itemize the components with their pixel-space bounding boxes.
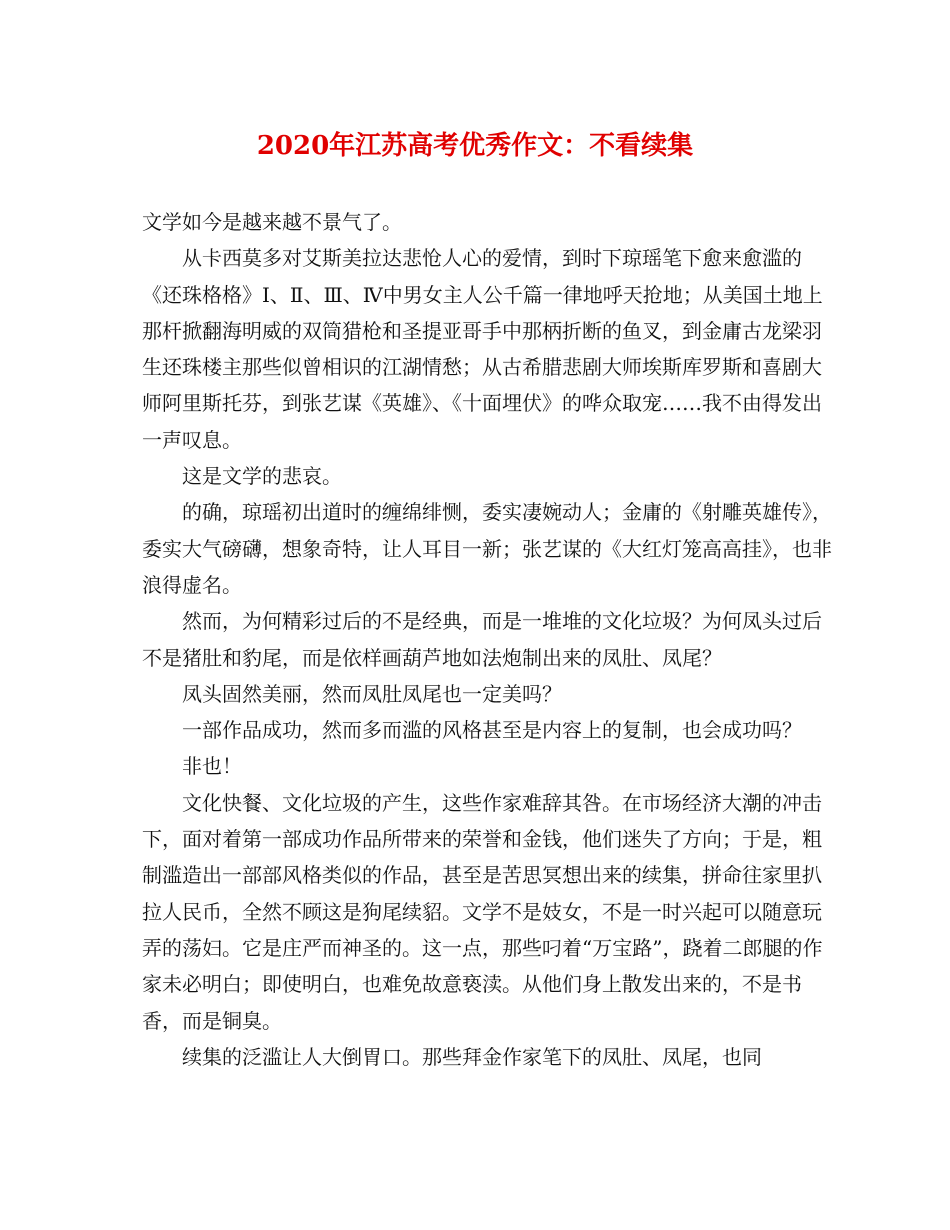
paragraph-2: 从卡西莫多对艾斯美拉达悲怆人心的爱情，到时下琼瑶笔下愈来愈滥的《还珠格格》Ⅰ、Ⅱ、Ⅲ、Ⅳ中男女主人公千篇一律地呼天抢地；从美国土地上那杆掀翻海明威的双筒猎枪和圣提亚哥手中那柄折断的鱼叉，到金庸古龙梁羽生还珠楼主那些似曾相识的江湖情愁；从古希腊悲剧大师埃斯库罗斯和喜剧大师阿里斯托芬，到张艺谋《英雄》、《十面埋伏》的哗众取宠……我不由得发出一声叹息。 [142,246,823,452]
paragraph-10: 续集的泛滥让人大倒胃口。那些拜金作家笔下的凤肚、凤尾，也同 [182,1044,762,1069]
paragraph-4: 的确，琼瑶初出道时的缠绵绯恻，委实凄婉动人；金庸的《射雕英雄传》，委实大气磅礴，想象奇特，让人耳目一新；张艺谋的《大红灯笼高高挂》，也非浪得虚名。 [142,500,832,597]
paragraph-8: 非也！ [182,754,242,779]
article-body [142,204,832,1075]
paragraph-3: 这是文学的悲哀。 [182,464,342,489]
paragraph-9: 文化快餐、文化垃圾的产生，这些作家难辞其咎。在市场经济大潮的冲击下，面对着第一部成功作品所带来的荣誉和金钱，他们迷失了方向；于是，粗制滥造出一部部风格类似的作品，甚至是苦思冥想出来的续集，拼命往家里扒拉人民币，全然不顾这是狗尾续貂。文学不是妓女，不是一时兴起可以随意玩弄的荡妇。它是庄严而神圣的。这一点，那些叼着“万宝路”，跷着二郎腿的作家未必明白；即使明白，也难免故意亵渎。从他们身上散发出来的，不是书香，而是铜臭。 [142,790,823,1033]
paragraph-1: 文学如今是越来越不景气了。 [142,210,402,234]
paragraph-5: 然而，为何精彩过后的不是经典，而是一堆堆的文化垃圾？为何凤头过后不是猪肚和豹尾，而是依样画葫芦地如法炮制出来的凤肚、凤尾？ [142,609,822,670]
document-title: 2020年江苏高考优秀作文：不看续集 [256,131,694,161]
paragraph-7: 一部作品成功，然而多而滥的风格甚至是内容上的复制，也会成功吗？ [182,718,802,743]
paragraph-6: 凤头固然美丽，然而凤肚凤尾也一定美吗？ [182,681,562,706]
